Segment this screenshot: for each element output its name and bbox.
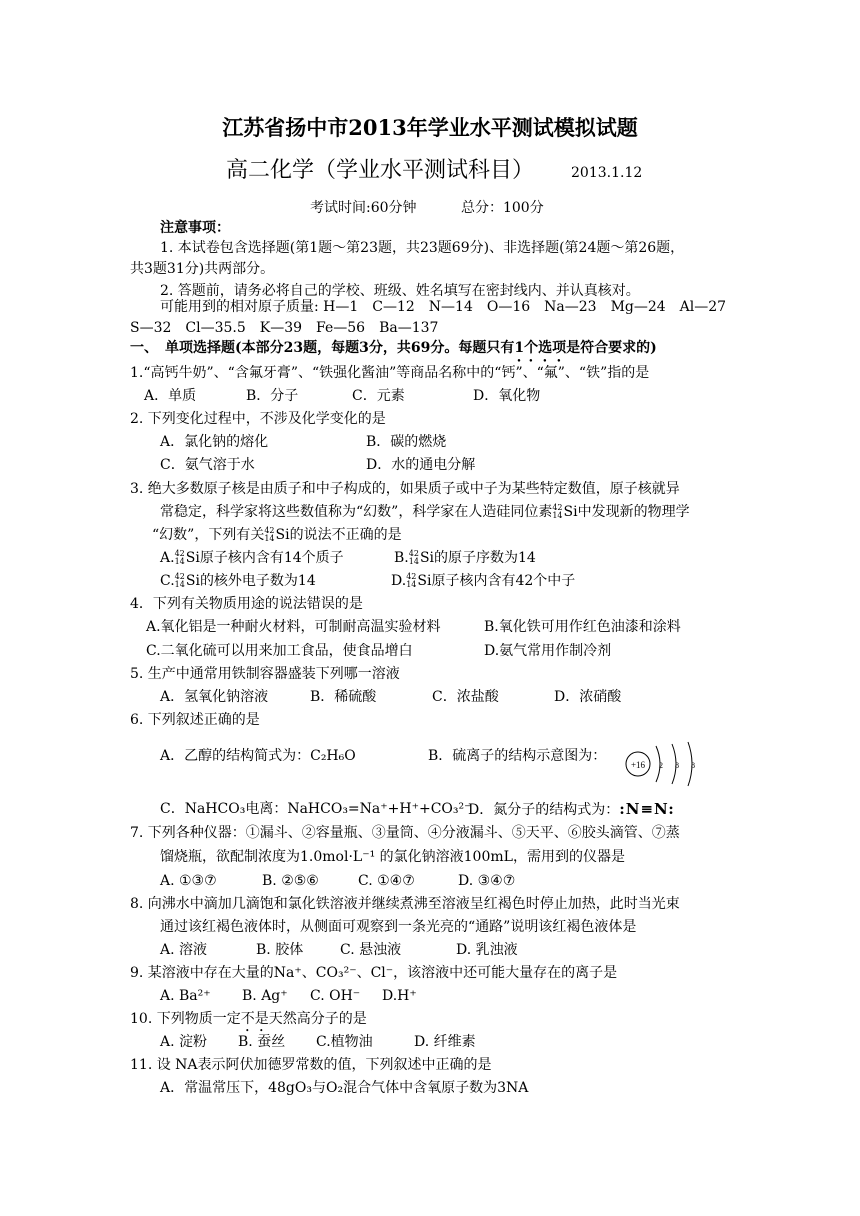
isotope-symbol: Si [417,573,432,589]
nitrogen-structure-formula: :N≡N: [619,800,675,818]
section-heading-suffix: 是符合要求的) [566,340,657,356]
isotope-mass-number: 42 [174,549,185,558]
question-4-stem: 4．下列有关物质用途的说法错误的是 [130,596,363,612]
exam-date: 2013.1.12 [571,165,643,181]
atomic-masses: 可能用到的相对原子质量: H—1 C—12 N—14 O—16 Na—23 Mg—24 Al—27 [160,299,727,315]
question-3-line-2-text: 常稳定，科学家将这些数值称为“幻数”，科学家在人造硅同位素 [160,504,553,520]
question-3-line-3-end: 的说法不正确的是 [289,527,402,543]
isotope-mass-number: 42 [174,572,185,581]
question-6-stem: 6. 下列叙述正确的是 [130,712,260,728]
question-4-option-c: C.二氧化硫可以用来加工食品，使食品增白 [146,643,413,659]
question-2-option-d: D．水的通电分解 [366,457,476,473]
question-8-option-a: A. 溶液 [160,942,208,958]
sulfide-ion-diagram [622,738,702,788]
silicon-isotope [552,504,562,520]
question-1-option-b: B．分子 [246,388,299,404]
isotope-mass-number: 42 [406,572,417,581]
question-5-option-a: A．氢氧化钠溶液 [160,689,269,705]
question-10-stem-end: 天然高分子的是 [268,1011,367,1027]
question-5-option-c: C．浓盐酸 [432,689,499,705]
exam-time: 考试时间:60分钟 [310,200,417,216]
isotope-symbol: Si [563,504,578,520]
question-10-option-c: C.植物油 [316,1034,373,1050]
question-10-option-a: A. 淀粉 [160,1034,208,1050]
question-3-line-1: 3. 绝大多数原子核是由质子和中子构成的，如果质子或中子为某些特定数值，原子核就异 [130,481,680,497]
question-7-option-a: A. ①③⑦ [160,873,217,889]
question-9-option-b: B. Ag⁺ [242,988,288,1004]
shell-electrons-1: 2 [659,761,663,770]
question-5-stem: 5. 生产中通常用铁制容器盛装下列哪一溶液 [130,666,400,682]
notice-heading: 注意事项： [160,220,230,236]
option-text: D．氮分子的结构式为： [468,802,620,818]
question-4-option-d: D.氨气常用作制冷剂 [484,643,612,659]
question-7-option-c: C. ①④⑦ [358,873,415,889]
notice-item-1-cont: 共3题31分)共两部分。 [130,261,275,277]
question-8-line-2: 通过该红褐色液体时，从侧面可观察到一条光亮的“通路”说明该红褐色液体是 [160,919,637,935]
question-9-stem: 9. 某溶液中存在大量的Na⁺、CO₃²⁻、Cl⁻，该溶液中还可能大量存在的离子是 [130,965,618,981]
question-3-line-3 [152,525,402,545]
option-label: A. [160,550,175,566]
question-11-stem: 11. 设 NA表示阿伏加德罗常数的值，下列叙述中正确的是 [130,1057,492,1073]
subject-title: 高二化学（学业水平测试科目） [226,158,535,183]
notice-item-2: 2. 答题前，请务必将自己的学校、班级、姓名填写在密封线内、并认真核对。 [160,283,640,299]
isotope-symbol: Si [419,550,435,566]
question-1-option-d: D．氧化物 [473,388,541,404]
question-1-option-a: A．单质 [144,388,197,404]
question-7-line-1: 7. 下列各种仪器：①漏斗、②容量瓶、③量筒、④分液漏斗、⑤天平、⑥胶头滴管、⑦蒸 [130,825,680,841]
question-9-option-d: D.H⁺ [382,988,417,1004]
isotope-atomic-number: 14 [264,534,275,543]
option-label: B. [394,550,409,566]
question-3-line-3-text: “幻数”，下列有关 [152,527,265,543]
page-title: 江苏省扬中市2013年学业水平测试模拟试题 [222,115,638,140]
question-10-emphasis: 不是 [240,1011,269,1027]
total-score: 总分：100分 [460,200,544,216]
question-6-option-b: B．硫离子的结构示意图为： [428,748,607,764]
question-2-stem: 2. 下列变化过程中，不涉及化学变化的是 [130,411,386,427]
atomic-masses-cont: S—32 Cl—35.5 K—39 Fe—56 Ba—137 [130,320,439,336]
question-5-option-b: B．稀硫酸 [310,689,377,705]
question-1-stem: 1.“高钙牛奶”、“含氟牙膏”、“铁强化酱油”等商品名称中的“钙”、“氟”、“铁”指的是 [130,365,650,381]
silicon-isotope [406,573,416,589]
question-8-option-c: C. 悬浊液 [340,942,402,958]
exam-info [310,198,544,218]
question-8-line-1: 8. 向沸水中滴加几滴饱和氯化铁溶液并继续煮沸至溶液呈红褐色时停止加热，此时当光束 [130,896,680,912]
question-3-option-b [394,548,536,568]
question-10-stem-text: 10. 下列物质一定 [130,1011,241,1027]
option-text: 的原子序数为14 [434,550,536,566]
question-3-option-a [160,548,344,568]
question-3-line-2 [160,502,690,522]
question-7-option-d: D. ③④⑦ [458,873,516,889]
question-4-option-b: B.氧化铁可用作红色油漆和涂料 [484,619,681,635]
shell-electrons-2: 8 [675,761,679,770]
isotope-atomic-number: 14 [408,557,419,566]
question-6-option-a: A．乙醇的结构简式为：C₂H₆O [160,748,356,764]
isotope-symbol: Si [275,527,290,543]
nucleus-charge: +16 [630,760,646,770]
question-3-option-c [160,571,316,591]
question-2-option-b: B．碳的燃烧 [366,434,447,450]
question-3-line-2-end: 中发现新的物理学 [577,504,690,520]
silicon-isotope [264,527,274,543]
option-text: 原子核内含有42个中子 [431,573,576,589]
section-heading-prefix: 一、 单项选择题(本部分23题，每题3分，共69分。每题只有 [130,340,515,356]
question-2-option-c: C．氨气溶于水 [160,457,255,473]
question-4-option-a: A.氧化铝是一种耐火材料，可制耐高温实验材料 [146,619,441,635]
silicon-isotope [409,550,419,566]
section-heading-emphasis: 1个选项 [514,340,567,356]
question-2-option-a: A．氯化钠的熔化 [160,434,269,450]
option-text: 的核外电子数为14 [199,573,316,589]
question-8-option-b: B. 胶体 [256,942,304,958]
question-11-option-a: A．常温常压下，48gO₃与O₂混合气体中含氧原子数为3NA [160,1080,529,1096]
option-text: 原子核内含有14个质子 [199,550,344,566]
question-9-option-c: C. OH⁻ [310,988,361,1004]
question-8-option-d: D. 乳浊液 [456,942,518,958]
question-9-option-a: A. Ba²⁺ [160,988,211,1004]
isotope-atomic-number: 14 [552,511,563,520]
isotope-atomic-number: 14 [174,580,185,589]
option-label: C. [160,573,175,589]
shell-electrons-3: 8 [691,761,695,770]
question-7-line-2: 馏烧瓶，欲配制浓度为1.0mol·L⁻¹ 的氯化钠溶液100mL，需用到的仪器是 [160,849,625,865]
isotope-atomic-number: 14 [174,557,185,566]
question-10-option-d: D. 纤维素 [414,1034,476,1050]
question-7-option-b: B. ②⑤⑥ [262,873,319,889]
question-6-option-d [468,799,675,820]
page-subtitle [226,156,642,188]
silicon-isotope [175,550,185,566]
notice-item-1: 1. 本试卷包含选择题(第1题～第23题，共23题69分)、非选择题(第24题～第26题， [160,240,685,256]
question-10-option-b: B. 蚕丝 [238,1034,286,1050]
question-1-option-c: C．元素 [352,388,405,404]
isotope-mass-number: 42 [264,526,275,535]
section-heading [130,338,657,365]
question-6-option-c: C．NaHCO₃电离：NaHCO₃=Na⁺+H⁺+CO₃²⁻ [160,801,472,817]
isotope-atomic-number: 14 [406,580,417,589]
isotope-symbol: Si [185,550,200,566]
silicon-isotope [175,573,185,589]
option-label: D. [391,573,407,589]
isotope-mass-number: 42 [408,549,419,558]
isotope-symbol: Si [185,573,200,589]
question-5-option-d: D．浓硝酸 [554,689,622,705]
isotope-mass-number: 42 [552,503,563,512]
question-3-option-d [391,571,575,591]
